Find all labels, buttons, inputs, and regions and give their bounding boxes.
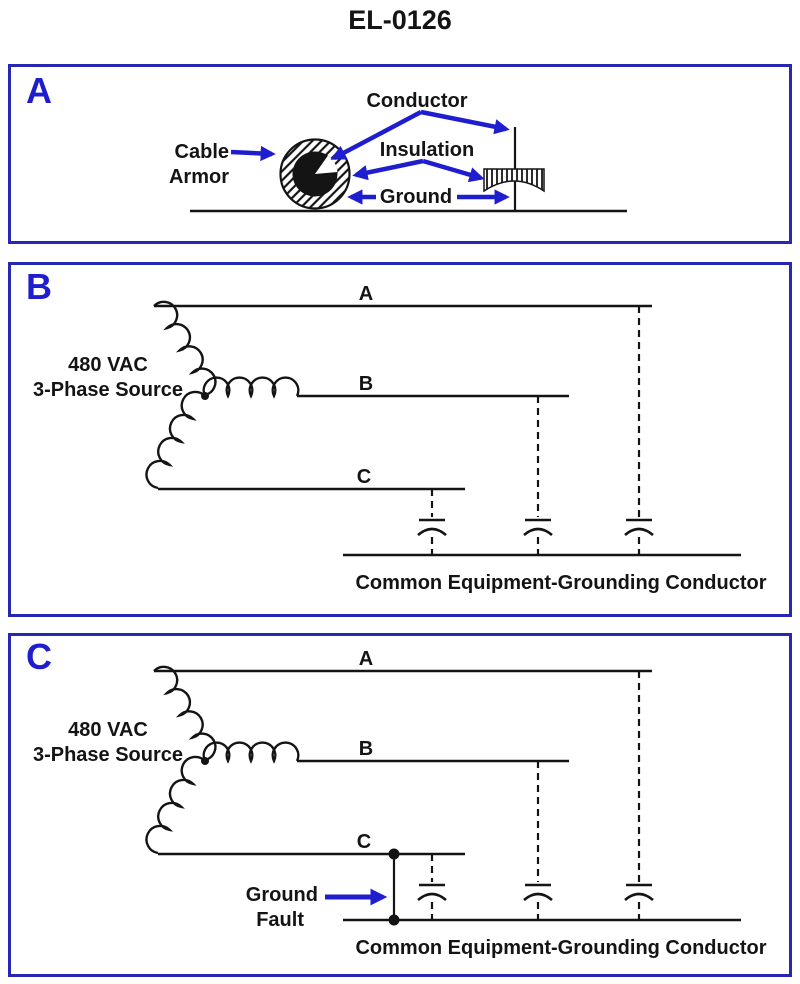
source-label-line1: 480 VAC (68, 719, 148, 741)
phase-a-label: A (358, 283, 374, 305)
ground-fault-label-line2: Fault (256, 909, 304, 931)
phase-b-label: B (358, 738, 374, 760)
conductor-arrow-right (421, 112, 506, 129)
panel-a-letter: A (26, 70, 52, 111)
coil-phase-c (146, 392, 205, 488)
cable-armor-label-line2: Armor (168, 166, 229, 188)
cap-plate-curved (524, 894, 552, 900)
source-label-line2: 3-Phase Source (32, 379, 184, 401)
cap-plate-curved (625, 894, 653, 900)
phase-c-label: C (356, 466, 372, 488)
cable-armor-label-line1: Cable (174, 141, 229, 163)
capacitance-phase-a (625, 306, 653, 555)
ground-fault-label-line1: Ground (245, 884, 318, 906)
figure-title: EL-0126 (348, 5, 452, 35)
grounding-conductor-label: Common Equipment-Grounding Conductor (355, 937, 767, 959)
phase-a-label: A (358, 648, 374, 670)
capacitance-phase-c (418, 854, 446, 920)
cap-plate-curved (418, 529, 446, 535)
fault-junction-dot-top (389, 849, 400, 860)
wye-junction-dot (201, 392, 209, 400)
phase-b-label: B (358, 373, 374, 395)
insulation-label: Insulation (379, 139, 475, 161)
phase-c-label: C (356, 831, 372, 853)
capacitance-phase-c (418, 489, 446, 555)
coil-phase-b (204, 743, 299, 761)
panel-a (10, 66, 791, 243)
coil-phase-c (146, 757, 205, 853)
ground-label: Ground (379, 186, 453, 208)
cap-plate-curved (418, 894, 446, 900)
panel-c (10, 635, 791, 976)
source-label-line2: 3-Phase Source (32, 744, 184, 766)
panel-c-border (10, 635, 791, 976)
capacitance-phase-b (524, 761, 552, 920)
capacitance-phase-a (625, 671, 653, 920)
insulation-arrow-right (423, 161, 481, 178)
grounding-conductor-label: Common Equipment-Grounding Conductor (355, 572, 767, 594)
source-label-line1: 480 VAC (68, 354, 148, 376)
cap-plate-curved (524, 529, 552, 535)
insulation-arrow-left (356, 161, 423, 175)
panel-b-letter: B (26, 266, 52, 307)
capacitance-phase-b (524, 396, 552, 555)
cable-armor-arrow (231, 152, 272, 154)
panel-c-letter: C (26, 636, 52, 677)
panel-b (10, 264, 791, 616)
coil-phase-b (204, 378, 299, 396)
cap-plate-curved (625, 529, 653, 535)
wye-junction-dot (201, 757, 209, 765)
panel-b-border (10, 264, 791, 616)
conductor-label: Conductor (366, 90, 468, 112)
